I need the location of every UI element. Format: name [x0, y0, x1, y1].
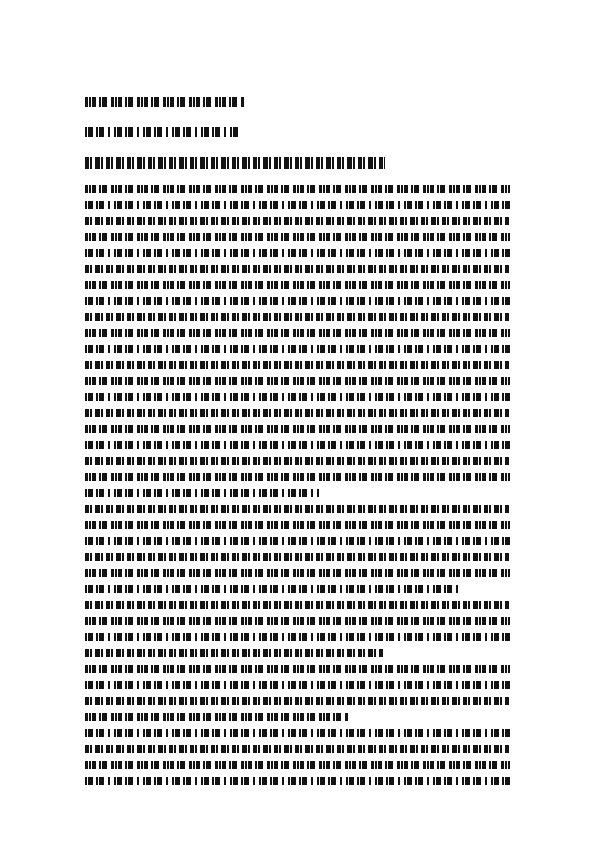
text-line	[85, 553, 510, 561]
blurred-text	[85, 777, 510, 785]
text-line	[85, 185, 510, 193]
header-line-1-text	[85, 97, 245, 107]
document-body	[85, 185, 510, 793]
blurred-text	[85, 697, 510, 705]
text-line	[85, 313, 510, 321]
blurred-text	[85, 473, 510, 481]
text-line	[85, 713, 510, 721]
blurred-text	[85, 377, 510, 385]
text-line	[85, 729, 510, 737]
paragraph	[85, 185, 510, 497]
blurred-text	[85, 409, 510, 417]
text-line	[85, 601, 510, 609]
text-line	[85, 201, 510, 209]
text-line	[85, 649, 510, 657]
paragraph	[85, 505, 510, 593]
blurred-text	[85, 217, 510, 225]
header-line-2-text	[85, 127, 240, 137]
blurred-text	[85, 505, 510, 513]
blurred-text	[85, 489, 319, 497]
header-line-1	[85, 97, 245, 107]
blurred-text	[85, 265, 510, 273]
text-line	[85, 409, 510, 417]
blurred-text	[85, 185, 510, 193]
blurred-text	[85, 361, 510, 369]
text-line	[85, 345, 510, 353]
blurred-text	[85, 345, 510, 353]
paragraph	[85, 601, 510, 657]
text-line	[85, 761, 510, 769]
blurred-text	[85, 201, 510, 209]
blurred-text	[85, 441, 510, 449]
blurred-text	[85, 297, 510, 305]
text-line	[85, 329, 510, 337]
text-line	[85, 665, 510, 673]
text-line	[85, 537, 510, 545]
text-line	[85, 249, 510, 257]
blurred-text	[85, 681, 510, 689]
text-line	[85, 233, 510, 241]
blurred-text	[85, 569, 510, 577]
blurred-text	[85, 457, 510, 465]
text-line	[85, 393, 510, 401]
text-line	[85, 473, 510, 481]
header-line-2	[85, 127, 240, 137]
blurred-text	[85, 665, 510, 673]
text-line	[85, 265, 510, 273]
blurred-text	[85, 585, 459, 593]
text-line	[85, 569, 510, 577]
text-line	[85, 697, 510, 705]
text-line	[85, 745, 510, 753]
blurred-text	[85, 537, 510, 545]
text-line	[85, 457, 510, 465]
blurred-text	[85, 393, 510, 401]
document-heading	[85, 157, 385, 169]
blurred-text	[85, 281, 510, 289]
blurred-text	[85, 713, 349, 721]
text-line	[85, 297, 510, 305]
blurred-text	[85, 329, 510, 337]
text-line	[85, 505, 510, 513]
text-line	[85, 441, 510, 449]
blurred-text	[85, 649, 383, 657]
blurred-text	[85, 745, 510, 753]
blurred-text	[85, 601, 510, 609]
paragraph	[85, 665, 510, 721]
text-line	[85, 377, 510, 385]
text-line	[85, 681, 510, 689]
document-heading-text	[85, 157, 385, 169]
text-line	[85, 585, 510, 593]
text-line	[85, 521, 510, 529]
text-line	[85, 425, 510, 433]
text-line	[85, 777, 510, 785]
blurred-text	[85, 633, 510, 641]
text-line	[85, 617, 510, 625]
paragraph	[85, 729, 510, 785]
blurred-text	[85, 233, 510, 241]
text-line	[85, 489, 510, 497]
blurred-text	[85, 761, 510, 769]
blurred-text	[85, 729, 510, 737]
text-line	[85, 633, 510, 641]
text-line	[85, 217, 510, 225]
blurred-text	[85, 521, 510, 529]
blurred-text	[85, 553, 510, 561]
text-line	[85, 361, 510, 369]
text-line	[85, 281, 510, 289]
blurred-text	[85, 313, 510, 321]
blurred-text	[85, 249, 510, 257]
blurred-text	[85, 425, 510, 433]
blurred-text	[85, 617, 510, 625]
